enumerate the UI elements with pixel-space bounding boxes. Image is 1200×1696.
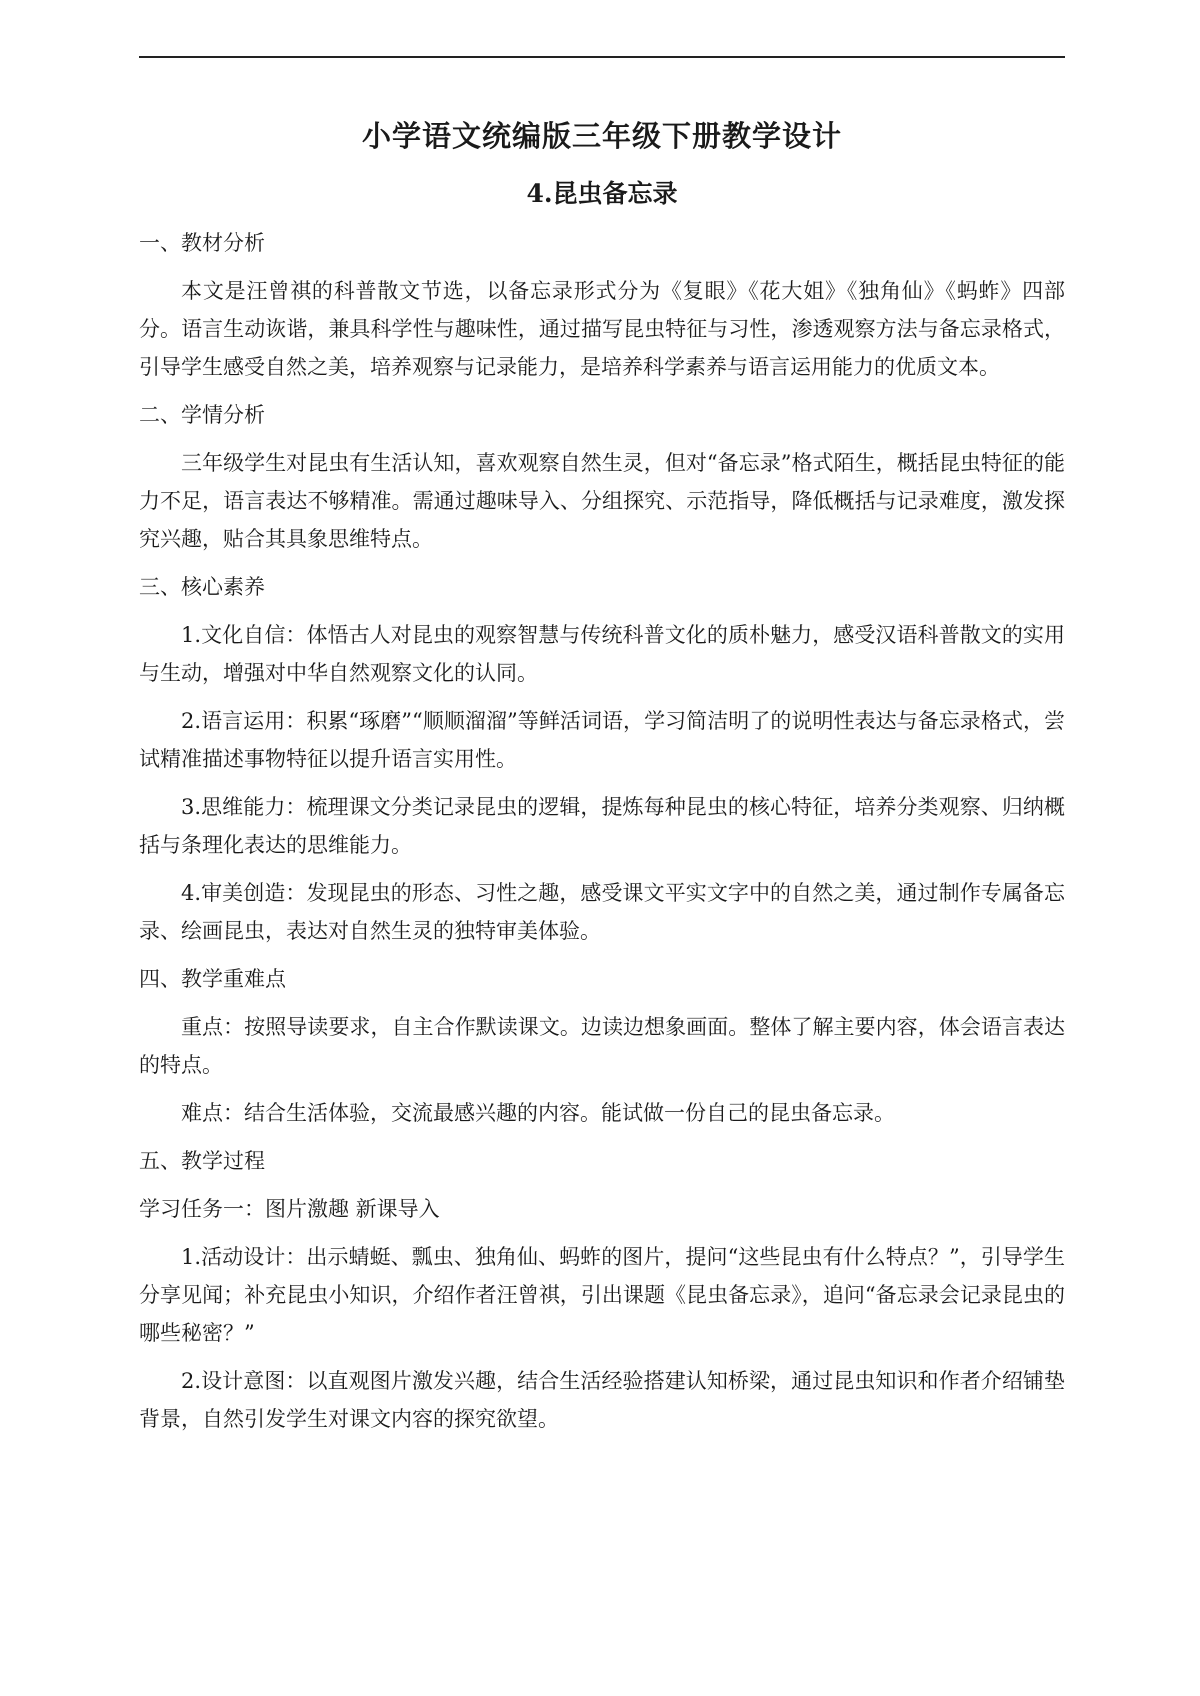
document-body bbox=[139, 112, 1065, 1448]
paragraph: 1.文化自信：体悟古人对昆虫的观察智慧与传统科普文化的质朴魅力，感受汉语科普散文的实用与生动，增强对中华自然观察文化的认同。 bbox=[139, 623, 1065, 685]
document-title: 小学语文统编版三年级下册教学设计 bbox=[361, 119, 842, 153]
paragraph: 重点：按照导读要求，自主合作默读课文。边读边想象画面。整体了解主要内容，体会语言表达的特点。 bbox=[139, 1015, 1065, 1077]
section-heading: 二、学情分析 bbox=[139, 403, 265, 427]
paragraph: 难点：结合生活体验，交流最感兴趣的内容。能试做一份自己的昆虫备忘录。 bbox=[181, 1101, 895, 1125]
section-heading: 三、核心素养 bbox=[139, 575, 265, 599]
section-heading: 四、教学重难点 bbox=[139, 967, 286, 991]
task-heading: 学习任务一：图片激趣 新课导入 bbox=[139, 1197, 440, 1221]
paragraph: 2.语言运用：积累“琢磨”“顺顺溜溜”等鲜活词语，学习简洁明了的说明性表达与备忘录格式，尝试精准描述事物特征以提升语言实用性。 bbox=[139, 709, 1065, 771]
lesson-title: 4.昆虫备忘录 bbox=[526, 179, 678, 208]
header-rule bbox=[139, 56, 1065, 58]
section-heading: 五、教学过程 bbox=[139, 1149, 265, 1173]
paragraph: 本文是汪曾祺的科普散文节选，以备忘录形式分为《复眼》《花大姐》《独角仙》《蚂蚱》四部分。语言生动诙谐，兼具科学性与趣味性，通过描写昆虫特征与习性，渗透观察方法与备忘录格式，引导学生感受自然之美，培养观察与记录能力，是培养科学素养与语言运用能力的优质文本。 bbox=[139, 279, 1065, 379]
paragraph: 3.思维能力：梳理课文分类记录昆虫的逻辑，提炼每种昆虫的核心特征，培养分类观察、归纳概括与条理化表达的思维能力。 bbox=[139, 795, 1065, 857]
section-heading: 一、教材分析 bbox=[139, 231, 265, 255]
paragraph: 2.设计意图：以直观图片激发兴趣，结合生活经验搭建认知桥梁，通过昆虫知识和作者介绍铺垫背景，自然引发学生对课文内容的探究欲望。 bbox=[139, 1369, 1065, 1431]
paragraph: 三年级学生对昆虫有生活认知，喜欢观察自然生灵，但对“备忘录”格式陌生，概括昆虫特征的能力不足，语言表达不够精准。需通过趣味导入、分组探究、示范指导，降低概括与记录难度，激发探究兴趣，贴合其具象思维特点。 bbox=[139, 451, 1065, 551]
paragraph: 4.审美创造：发现昆虫的形态、习性之趣，感受课文平实文字中的自然之美，通过制作专属备忘录、绘画昆虫，表达对自然生灵的独特审美体验。 bbox=[139, 881, 1065, 943]
paragraph: 1.活动设计：出示蜻蜓、瓢虫、独角仙、蚂蚱的图片，提问“这些昆虫有什么特点？”，引导学生分享见闻；补充昆虫小知识，介绍作者汪曾祺，引出课题《昆虫备忘录》，追问“备忘录会记录昆虫的哪些秘密？” bbox=[139, 1245, 1065, 1345]
